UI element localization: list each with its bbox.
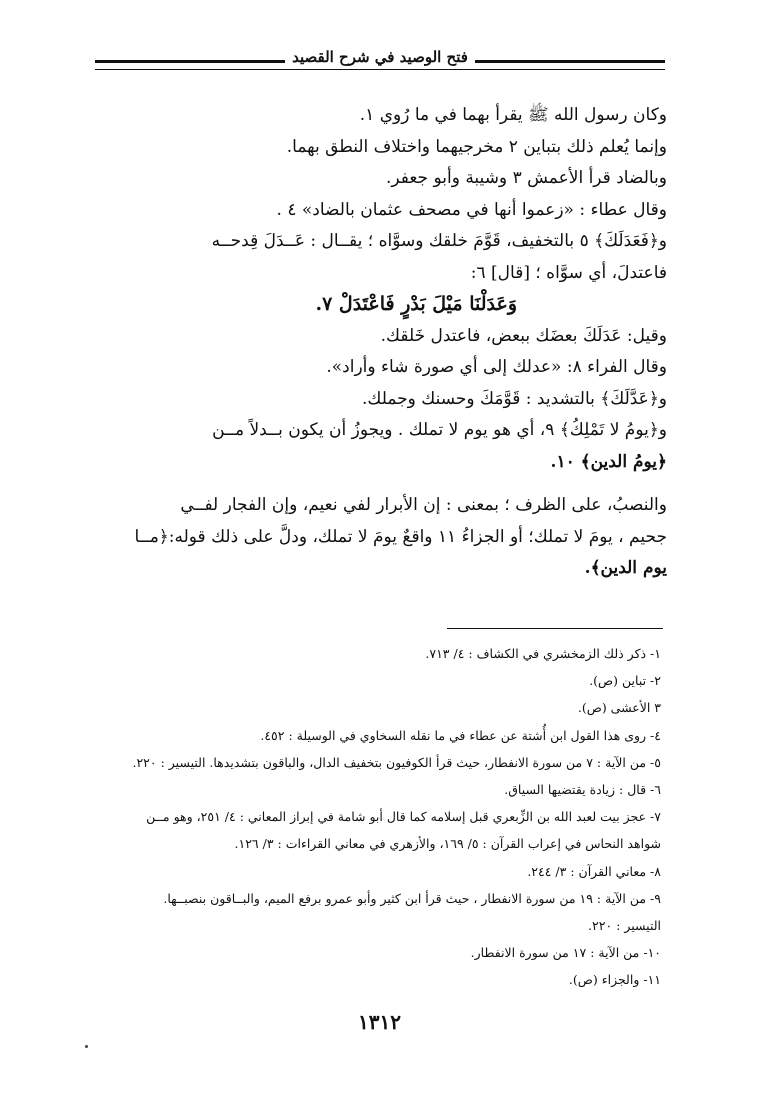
footnotes xyxy=(61,640,661,994)
footnote: ٥- من الآية : ٧ من سورة الانفطار، حيث قرأ الكوفيون بتخفيف الدال، والباقون بتشديدها. التيسير : ٢٢٠. xyxy=(132,754,661,770)
text-line: يوم الدين﴾. xyxy=(584,558,667,578)
text-line: وبالضاد قرأ الأعمش ٣ وشيبة وأبو جعفر. xyxy=(385,168,667,188)
text-line: وإنما يُعلم ذلك بتباين ٢ مخرجيهما واختلاف النطق بهما. xyxy=(286,136,667,157)
footnote: ٨- معاني القرآن : ٣/ ٢٤٤. xyxy=(527,863,661,879)
text-line: جحيم ، يومَ لا تملك؛ أو الجزاءُ ١١ واقعٌ يومَ لا تملك، ودلَّ على ذلك قوله:﴿مــا xyxy=(134,526,667,547)
footnote: ١٠- من الآية : ١٧ من سورة الانفطار. xyxy=(470,945,661,961)
verse-line: وَعَدَلْنَا مَيْلَ بَدْرٍ فَاعْتَدَلْ ٧. xyxy=(315,293,517,315)
text-line: وكان رسول الله ﷺ يقرأ بهما في ما رُوي ١. xyxy=(359,105,667,125)
footnote-continuation: شواهد النحاس في إعراب القرآن : ٥/ ١٦٩، والأزهري في معاني القراءات : ٣/ ١٢٦. xyxy=(234,836,661,852)
footnote: ١- ذكر ذلك الزمخشري في الكشاف : ٤/ ٧١٣. xyxy=(425,646,661,661)
scan-speck xyxy=(85,1045,88,1048)
footnote: ٩- من الآية : ١٩ من سورة الانفطار ، حيث قرأ ابن كثير وأبو عمرو برفع الميم، والبــاقون بنصبــها. xyxy=(163,890,661,906)
running-header xyxy=(95,40,665,80)
header-rule-right xyxy=(475,60,665,63)
text-line: و﴿عَدَّلَكَ﴾ بالتشديد : قَوَّمَكَ وحسنك وجملك. xyxy=(361,388,667,409)
page-number: ١٣١٢ xyxy=(358,1010,401,1034)
text-line: والنصبُ، على الظرف ؛ بمعنى : إن الأبرار لفي نعيم، وإن الفجار لفــي xyxy=(180,495,667,515)
footnote: ٣ الأعشى (ص). xyxy=(577,700,661,716)
text-line: وقال عطاء : «زعموا أنها في مصحف عثمان بالضاد» ٤ . xyxy=(276,199,667,220)
text-line: ﴿يومُ الدين﴾ ١٠. xyxy=(550,451,667,472)
main-text xyxy=(77,100,667,585)
text-line: وقال الفراء ٨: «عدلك إلى أي صورة شاء وأراد». xyxy=(326,357,667,377)
footnote: ١١- والجزاء (ص). xyxy=(568,972,661,988)
text-line: وقيل: عَدَلَكَ بعضَك ببعض، فاعتدل خَلقك. xyxy=(380,325,667,346)
text-line: فاعتدلَ، أي سوَّاه ؛ [قال] ٦: xyxy=(470,262,667,283)
text-line: و﴿فَعَدَلَكَ﴾ ٥ بالتخفيف، قَوَّمَ خلقك وسوَّاه ؛ يقــال : عَــدَلَ قِدحــه xyxy=(211,231,667,251)
text-line: و﴿يومُ لا تَمْلِكُ﴾ ٩، أي هو يوم لا تملك . ويجوزُ أن يكون بــدلاً مــن xyxy=(212,420,667,440)
footnote: ٢- تباين (ص). xyxy=(589,673,661,689)
footnote: ٧- عجز بيت لعبد الله بن الزِّبعري قبل إسلامه كما قال أبو شامة في إبراز المعاني : ٤/ ٢٥١، وهو مــن xyxy=(146,809,661,825)
header-title: فتح الوصيد في شرح القصيد xyxy=(292,48,468,66)
footnote: ٤- روى هذا القول ابن أُشتة عن عطاء في ما نقله السخاوي في الوسيلة : ٤٥٢. xyxy=(260,727,661,743)
header-underline xyxy=(95,69,665,70)
footnote: ٦- قال : زيادة يقتضيها السياق. xyxy=(504,782,661,798)
footnote-separator xyxy=(447,628,663,629)
footnote-continuation: التيسير : ٢٢٠. xyxy=(588,918,661,934)
paragraph-gap xyxy=(77,478,667,490)
